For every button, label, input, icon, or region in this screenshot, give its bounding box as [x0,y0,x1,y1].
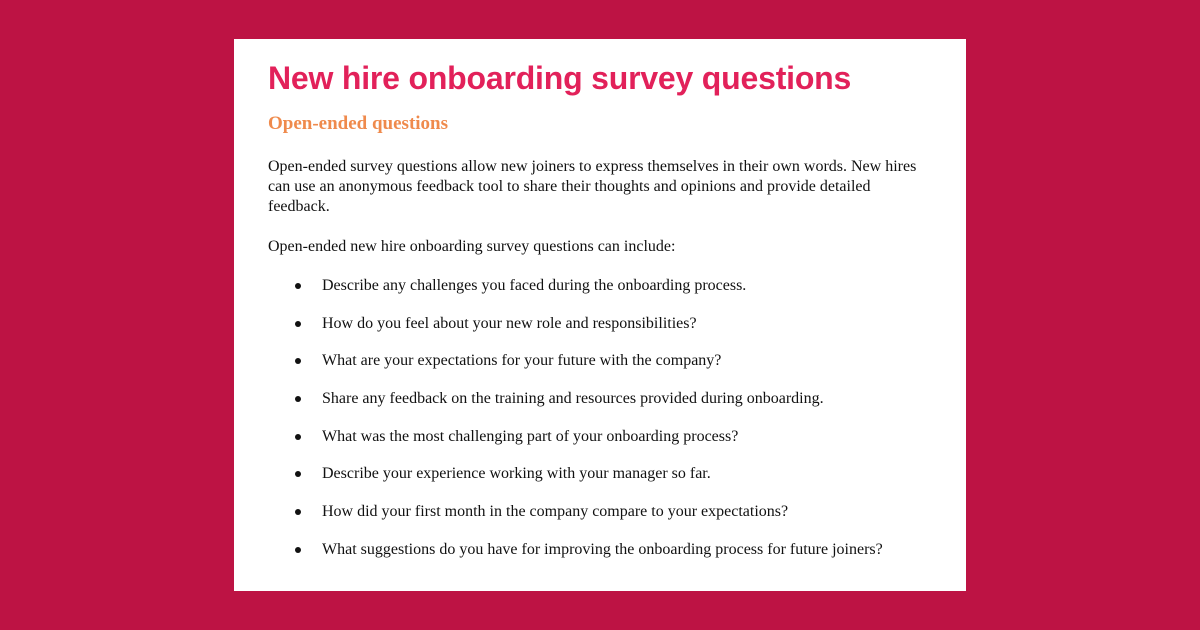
list-item [268,427,922,447]
bullet-icon [295,547,301,553]
list-item [268,314,922,334]
section-heading: Open-ended questions [268,113,449,134]
question-text: Describe your experience working with your manager so far. [322,465,711,483]
question-list [268,276,936,560]
question-text: Share any feedback on the training and resources provided during onboarding. [322,390,824,408]
page-title: New hire onboarding survey questions [268,60,852,96]
list-item [268,540,922,560]
list-intro-paragraph: Open-ended new hire onboarding survey questions can include: [268,238,676,255]
document-page [234,39,966,591]
question-text: What are your expectations for your future with the company? [322,352,722,370]
list-item [268,464,922,484]
question-text: Describe any challenges you faced during the onboarding process. [322,277,747,294]
question-text: How did your first month in the company compare to your expectations? [322,503,789,521]
bullet-icon [295,471,301,477]
bullet-icon [295,321,301,327]
bullet-icon [295,509,301,515]
list-item [268,351,922,371]
question-text: What was the most challenging part of your onboarding process? [322,427,739,445]
list-item [268,276,922,296]
bullet-icon [295,283,301,289]
list-item [268,502,922,522]
list-item [268,389,922,409]
intro-paragraph: Open-ended survey questions allow new joiners to express themselves in their own words. New hires can use an anonymous feedback tool to share their thoughts and opinions and provide detailed feedback. [268,158,917,215]
bullet-icon [295,396,301,402]
bullet-icon [295,358,301,364]
question-text: How do you feel about your new role and responsibilities? [322,314,697,332]
question-text: What suggestions do you have for improving the onboarding process for future joiners? [322,540,883,558]
bullet-icon [295,434,301,440]
